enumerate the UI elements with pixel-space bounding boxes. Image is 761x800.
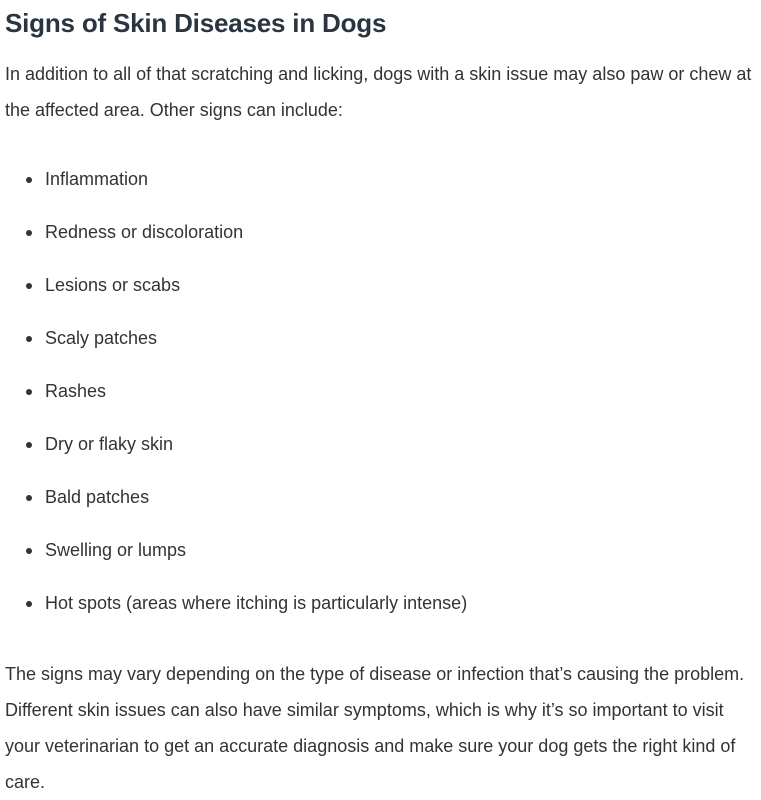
list-item: Swelling or lumps [5, 532, 757, 568]
list-item: Inflammation [5, 161, 757, 197]
list-item: Hot spots (areas where itching is particularly intense) [5, 585, 757, 621]
list-item: Scaly patches [5, 320, 757, 356]
list-item: Redness or discoloration [5, 214, 757, 250]
list-item: Lesions or scabs [5, 267, 757, 303]
intro-paragraph: In addition to all of that scratching and licking, dogs with a skin issue may also paw or chew at the affected area. Other signs can include: [5, 64, 752, 120]
article [5, 0, 757, 800]
outro-paragraph: The signs may vary depending on the type of disease or infection that’s causing the problem. Different skin issues can also have similar symptoms, which is why it’s so important to visit your veterinarian to get an accurate diagnosis and make sure your dog gets the right kind of care. [5, 664, 745, 792]
list-item: Dry or flaky skin [5, 426, 757, 462]
list-item: Bald patches [5, 479, 757, 515]
list-item: Rashes [5, 373, 757, 409]
signs-list [5, 161, 757, 621]
section-heading: Signs of Skin Diseases in Dogs [5, 8, 387, 38]
